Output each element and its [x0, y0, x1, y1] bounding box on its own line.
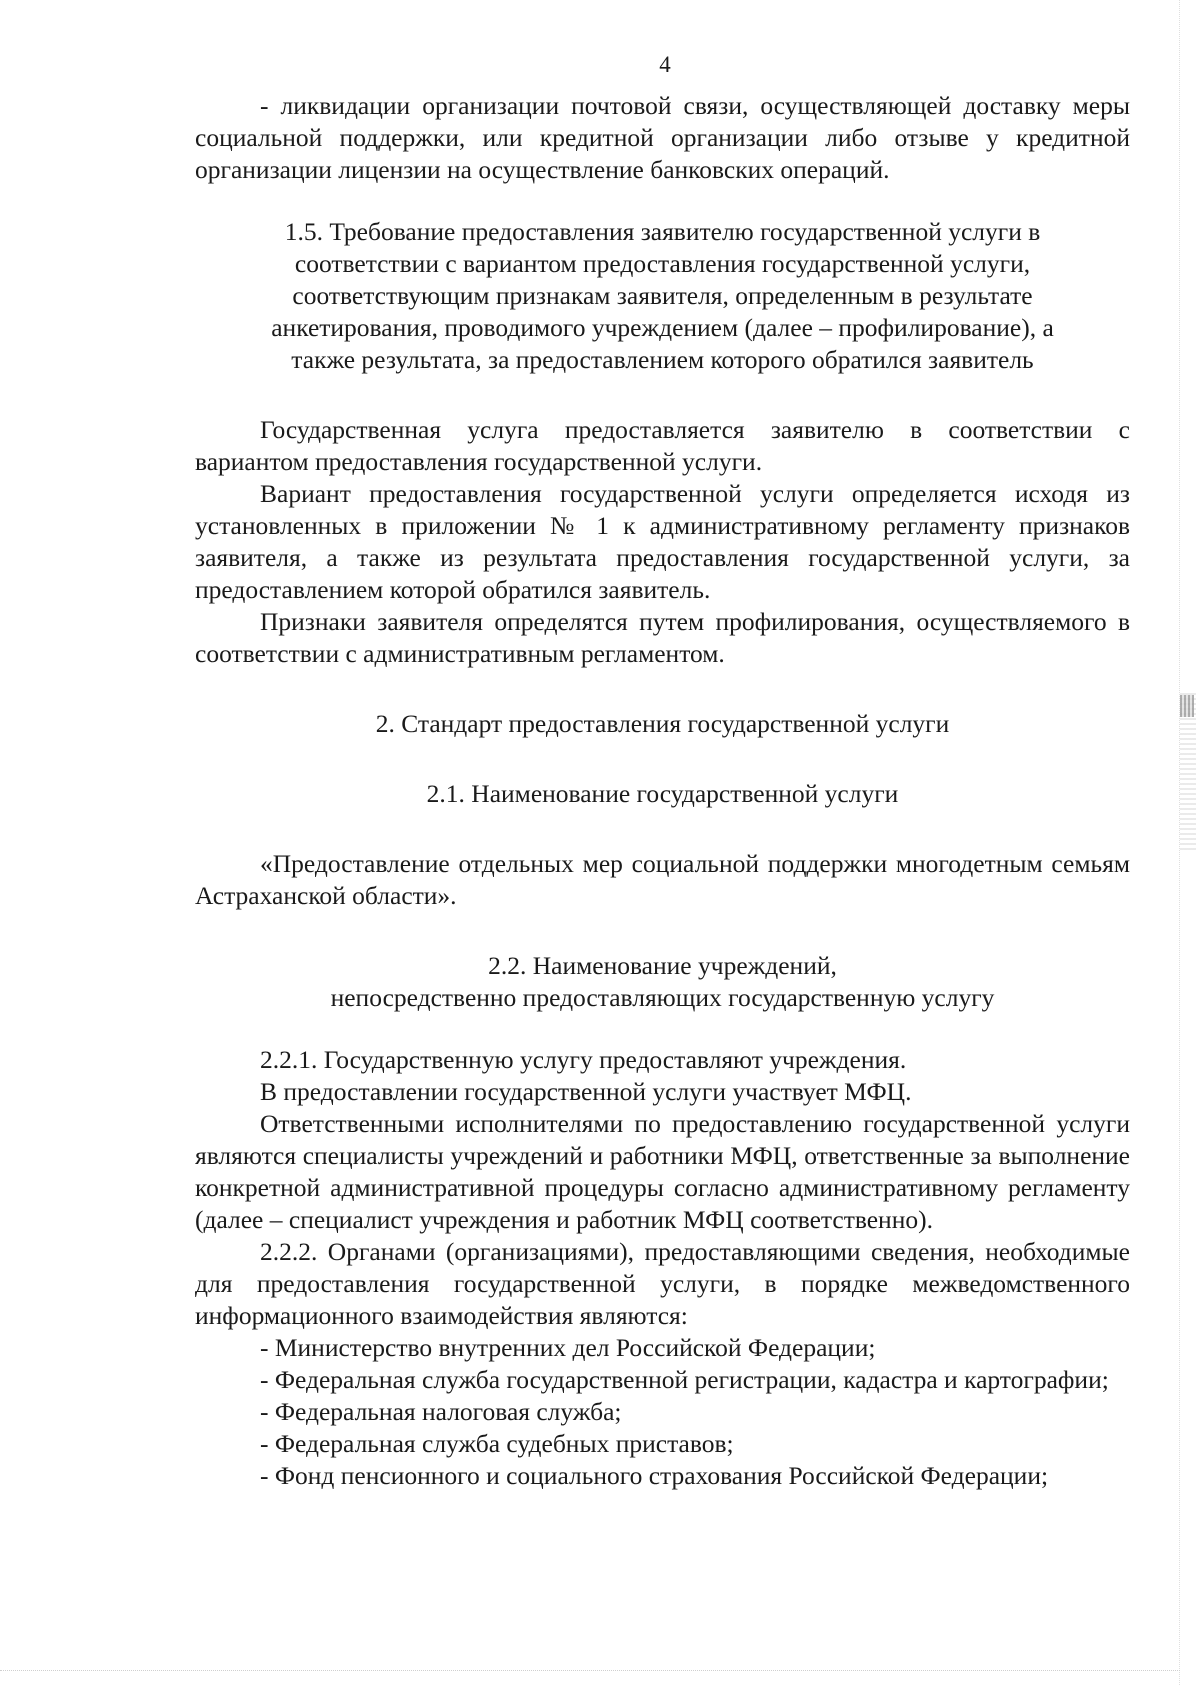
heading-line: 1.5. Требование предоставления заявителю государственной услуги в	[284, 217, 1041, 246]
list-item: - Федеральная налоговая служба;	[260, 1397, 622, 1426]
heading-line: 2.2. Наименование учреждений,	[488, 951, 837, 980]
scan-bottom-artifact	[0, 1667, 1180, 1671]
intro-paragraph: - ликвидации организации почтовой связи, осуществляющей доставку меры социальной поддержки, или кредитной организации либо отзыве у кредитной организации лицензии на осуществление банковских операций.	[195, 91, 1130, 184]
page-number: 4	[659, 52, 671, 77]
list-item: - Федеральная служба судебных приставов;	[260, 1429, 734, 1458]
section-2-2-heading	[195, 950, 1130, 1014]
paragraph: Вариант предоставления государственной услуги определяется исходя из установленных в приложении № 1 к административному регламенту признаков заявителя, а также из результата предоставления государственной услуги, за предоставлением которой обратился заявитель.	[195, 479, 1130, 604]
paragraph: В предоставлении государственной услуги участвует МФЦ.	[260, 1077, 912, 1106]
list-item: - Федеральная служба государственной регистрации, кадастра и картографии;	[260, 1365, 1109, 1394]
heading-line: также результата, за предоставлением которого обратился заявитель	[291, 345, 1034, 374]
heading-line: соответствии с вариантом предоставления государственной услуги,	[294, 249, 1031, 278]
section-1-5-heading	[195, 216, 1130, 376]
scan-noise-artifact	[1180, 695, 1194, 717]
section-2-heading: 2. Стандарт предоставления государственной услуги	[375, 709, 950, 738]
service-name-paragraph: «Предоставление отдельных мер социальной поддержки многодетным семьям Астраханской области».	[195, 849, 1130, 910]
heading-line: анкетирования, проводимого учреждением (далее – профилирование), а	[271, 313, 1054, 342]
paragraph: Государственная услуга предоставляется заявителю в соответствии с вариантом предоставления государственной услуги.	[195, 415, 1130, 476]
heading-line: соответствующим признакам заявителя, определенным в результате	[292, 281, 1033, 310]
document-body	[195, 90, 1130, 1492]
list-item: - Фонд пенсионного и социального страхования Российской Федерации;	[260, 1461, 1049, 1490]
paragraph: Признаки заявителя определятся путем профилирования, осуществляемого в соответствии с административным регламентом.	[195, 607, 1130, 668]
paragraph: 2.2.1. Государственную услугу предоставляют учреждения.	[260, 1045, 907, 1074]
list-item: - Министерство внутренних дел Российской Федерации;	[260, 1333, 876, 1362]
paragraph: 2.2.2. Органами (организациями), предоставляющими сведения, необходимые для предоставления государственной услуги, в порядке межведомственного информационного взаимодействия являются:	[195, 1237, 1130, 1330]
heading-line: непосредственно предоставляющих государственную услугу	[330, 983, 995, 1012]
paragraph: Ответственными исполнителями по предоставлению государственной услуги являются специалисты учреждений и работники МФЦ, ответственные за выполнение конкретной административной процедуры согласно административному регламенту (далее – специалист учреждения и работник МФЦ соответственно).	[195, 1109, 1130, 1234]
section-2-1-heading: 2.1. Наименование государственной услуги	[426, 779, 899, 808]
